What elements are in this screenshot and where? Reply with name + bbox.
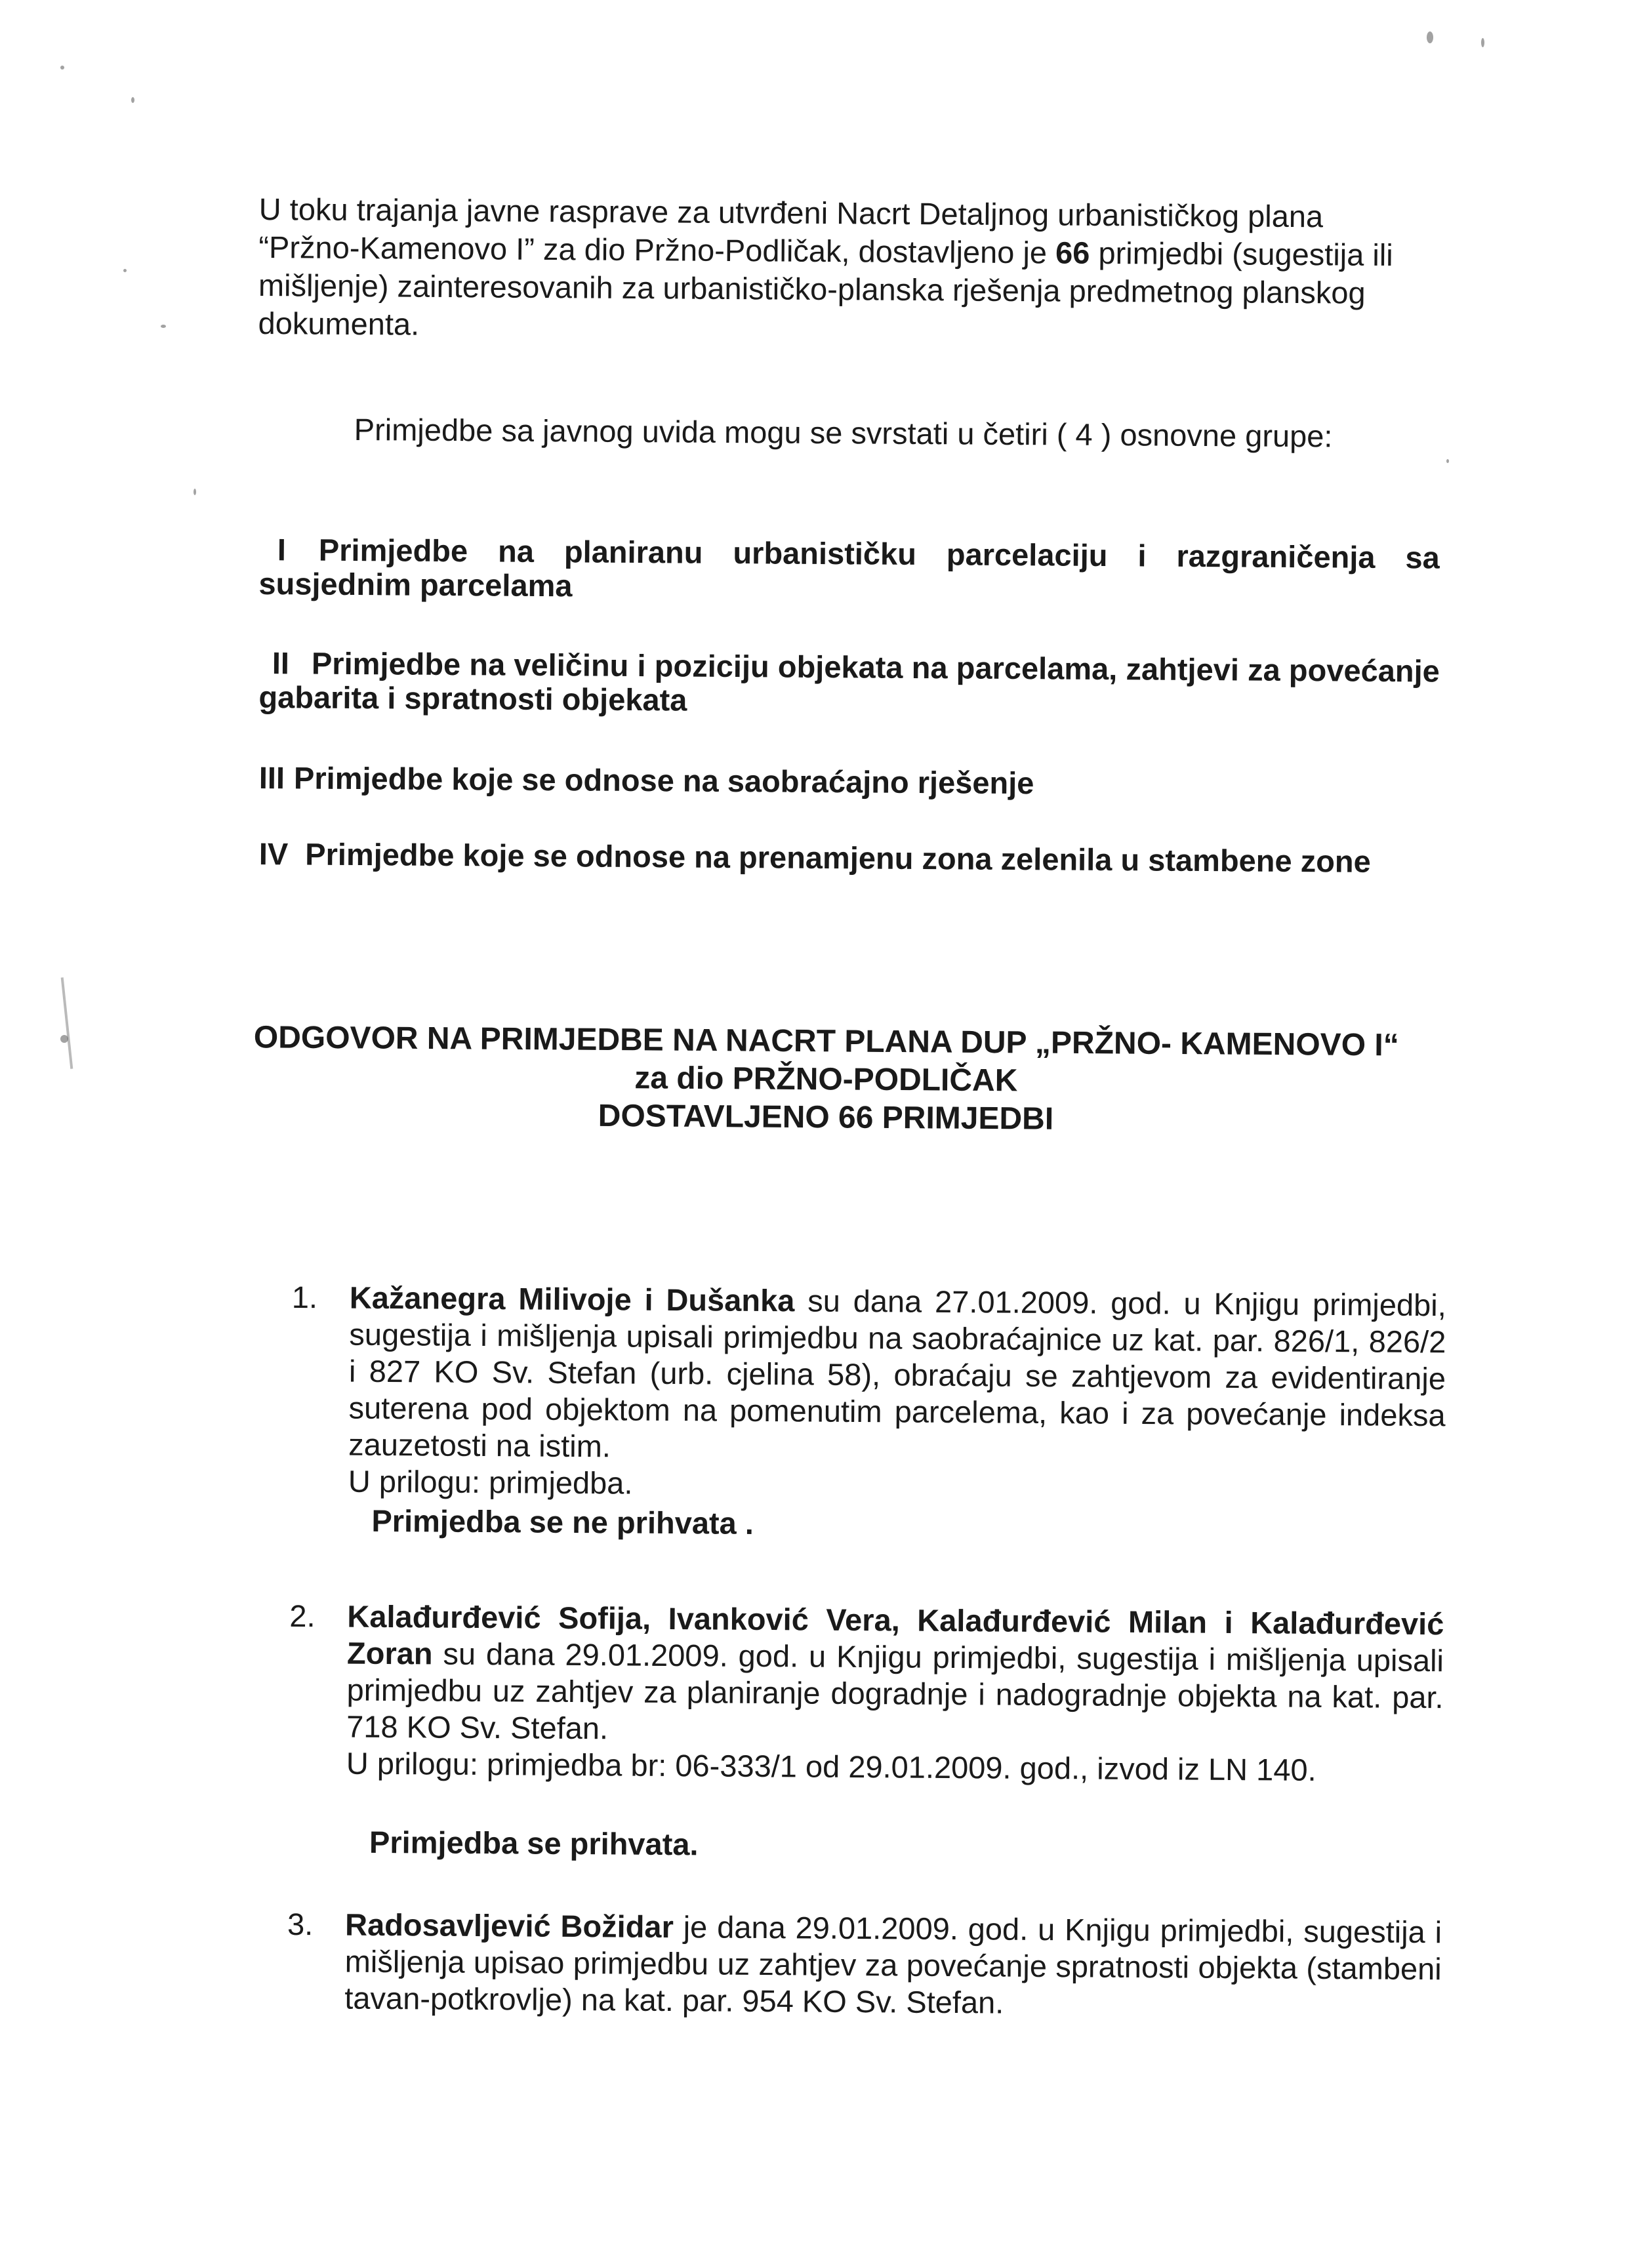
entry-number: 1. [291,1280,318,1315]
group-numeral: III [258,760,285,796]
scan-smudge [61,977,73,1069]
heading-line: za dio PRŽNO-PODLIČAK [634,1061,1018,1099]
remark-group [259,761,1440,803]
entry-attachment: U prilogu: primjedba br: 06-333/1 od 29.01.2009. god., izvod iz LN 140. [346,1745,1316,1787]
entry-text: su dana 29.01.2009. god. u Knjigu primjedbi, sugestija i mišljenja upisali primjedbu uz zahtjev za planiranje dogradnje i nadogradnje objekta na kat. par. 718 KO Sv. Stefan. [346,1636,1444,1746]
scan-speck [60,66,64,70]
entry-number: 3. [287,1906,314,1942]
entry-names: Radosavljević Božidar [344,1907,674,1945]
scan-speck [194,489,196,495]
remark-entry [288,1598,1444,1868]
section-heading [235,1019,1417,1141]
entry-names: Kažanegra Milivoje i Dušanka [349,1280,795,1318]
heading-line: DOSTAVLJENO 66 PRIMJEDBI [598,1098,1054,1137]
scan-speck [1446,459,1449,463]
remark-group [258,646,1440,723]
scan-speck [161,325,166,328]
intro-text-after: primjedbi (sugestija ili mišljenje) zainteresovanih za urbanističko-planska rješenja predmetnog planskog dokumenta. [258,235,1393,342]
remarks-list [287,1279,1446,2024]
group-numeral: II [272,645,290,681]
intro-paragraph [258,190,1423,350]
entry-number: 2. [289,1598,316,1634]
intro-text-before: U toku trajanja javne rasprave za utvrđeni Nacrt Detaljnog urbanističkog plana “Pržno-Kamenovo I” za dio Pržno-Podličak, dostavljeno je [258,191,1324,270]
remark-group [259,837,1440,880]
group-numeral: I [277,532,287,567]
group-numeral: IV [258,836,289,872]
group-text: Primjedbe na planiranu urbanističku parcelaciju i razgraničenja sa susjednim parcelama [258,532,1440,603]
group-text: Primjedbe koje se odnose na prenamjenu zona zelenila u stambene zone [305,836,1371,879]
remark-entry [290,1279,1446,1547]
remark-group [258,533,1440,609]
entry-body [344,1907,1442,2025]
entry-body [346,1598,1444,1753]
scan-speck [1427,31,1433,43]
heading-line: ODGOVOR NA PRIMJEDBE NA NACRT PLANA DUP „PRŽNO- KAMENOVO I“ [253,1020,1399,1063]
remarks-count: 66 [1055,235,1090,270]
scan-speck [123,269,127,272]
entry-verdict: Primjedba se prihvata. [369,1824,699,1862]
group-text: Primjedbe na veličinu i poziciju objekata na parcelama, zahtjevi za povećanje gabarita i spratnosti objekata [258,645,1440,718]
entry-text: je dana 29.01.2009. god. u Knjigu primjedbi, sugestija i mišljenja upisao primjedbu uz zahtjev za povećanje spratnosti objekta (stambeni tavan-potkrovlje) na kat. par. 954 KO Sv. Stefan. [344,1909,1442,2020]
remark-entry [287,1906,1442,2024]
entry-verdict: Primjedba se ne prihvata . [371,1503,754,1541]
group-text: Primjedbe koje se odnose na saobraćajno rješenje [293,760,1034,801]
scan-speck [1481,38,1484,47]
groups-lead: Primjedbe sa javnog uvida mogu se svrstati u četiri ( 4 ) osnovne grupe: [354,411,1333,454]
entry-attachment: U prilogu: primjedba. [348,1463,633,1501]
scan-speck [131,97,134,103]
scan-speck [60,1035,68,1043]
entry-body [348,1280,1446,1471]
entry-names: Kalađurđević Sofija, Ivanković Vera, Kalađurđević Milan i Kalađurđević Zoran [346,1598,1444,1671]
entry-text: su dana 27.01.2009. god. u Knjigu primjedbi, sugestija i mišljenja upisali primjedbu na saobraćajnice uz kat. par. 826/1, 826/2 i 827 KO Sv. Stefan (urb. cjelina 58), obraćaju se zahtjevom za evidentiranje suterena pod objektom na pomenutim parcelema, kao i za povećanje indeksa zauzetosti na istim. [348,1283,1446,1464]
